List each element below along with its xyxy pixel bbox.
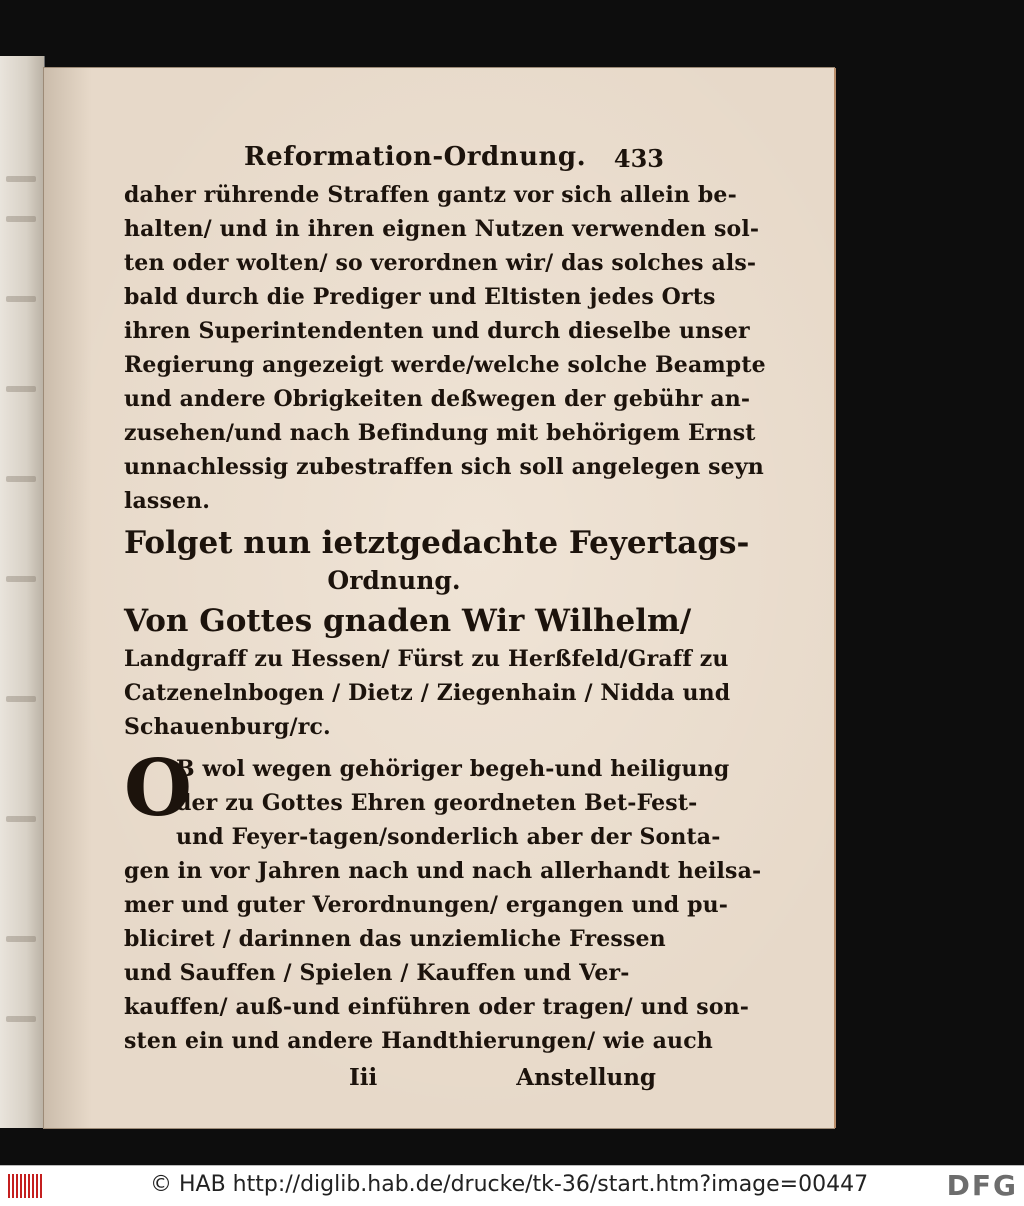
book-page (44, 68, 834, 1128)
ghost-text (6, 216, 36, 222)
running-head: Reformation-Ordnung. (244, 142, 587, 172)
body-line: der zu Gottes Ehren geordneten Bet-Fest- (176, 790, 698, 816)
ghost-text (6, 696, 36, 702)
ghost-text (6, 576, 36, 582)
barcode-icon (8, 1174, 44, 1198)
dfg-logo: DFG (946, 1169, 1018, 1202)
decree-line: Landgraff zu Hessen/ Fürst zu Herßfeld/Graff zu (124, 646, 729, 672)
section-heading-continued: Ordnung. (327, 566, 461, 595)
ghost-text (6, 936, 36, 942)
body-line: B wol wegen gehöriger begeh-und heiligung (176, 756, 730, 782)
text-line: ten oder wolten/ so verordnen wir/ das solches als- (124, 250, 757, 276)
text-line: lassen. (124, 488, 211, 514)
body-line: gen in vor Jahren nach und nach allerhandt heilsa- (124, 858, 762, 884)
text-line: zusehen/und nach Befindung mit behörigem Ernst (124, 420, 756, 446)
body-line: mer und guter Verordnungen/ ergangen und pu- (124, 892, 729, 918)
body-line: und Sauffen / Spielen / Kauffen und Ver- (124, 960, 630, 986)
decree-line: Schauenburg/rc. (124, 714, 331, 740)
page-header (124, 132, 664, 178)
text-line: unnachlessig zubestraffen sich soll angelegen seyn (124, 454, 764, 480)
previous-page-edge (0, 56, 45, 1128)
body-line: sten ein und andere Handthierungen/ wie auch (124, 1028, 713, 1054)
copyright-link[interactable]: © HAB http://diglib.hab.de/drucke/tk-36/start.htm?image=00447 (150, 1172, 869, 1197)
ghost-text (6, 476, 36, 482)
text-line: halten/ und in ihren eignen Nutzen verwenden sol- (124, 216, 760, 242)
text-line: und andere Obrigkeiten deßwegen der gebühr an- (124, 386, 751, 412)
body-line: bliciret / darinnen das unziemliche Fressen (124, 926, 666, 952)
signature-mark: Iii (349, 1064, 378, 1091)
ghost-text (6, 816, 36, 822)
page-number: 433 (613, 144, 664, 173)
ghost-text (6, 296, 36, 302)
decree-line: Catzenelnbogen / Dietz / Ziegenhain / Nidda und (124, 680, 731, 706)
ghost-text (6, 1016, 36, 1022)
text-line: bald durch die Prediger und Eltisten jedes Orts (124, 284, 716, 310)
text-line: daher rührende Straffen gantz vor sich allein be- (124, 182, 737, 208)
text-line: ihren Superintendenten und durch dieselbe unser (124, 318, 750, 344)
page-foot (124, 1060, 664, 1096)
ghost-text (6, 176, 36, 182)
body-line: kauffen/ auß-und einführen oder tragen/ und son- (124, 994, 750, 1020)
ghost-text (6, 386, 36, 392)
text-line: Regierung angezeigt werde/welche solche Beampte (124, 352, 766, 378)
page-text-block (124, 132, 766, 1096)
catchword: Anstellung (516, 1064, 656, 1091)
drop-cap-initial: O (124, 743, 192, 834)
section-heading: Folget nun ietztgedachte Feyertags- (124, 525, 750, 561)
footer-bar (0, 1165, 1024, 1206)
body-paragraph (124, 743, 762, 1058)
decree-opening: Von Gottes gnaden Wir Wilhelm/ (124, 603, 692, 639)
body-line: und Feyer-tagen/sonderlich aber der Sonta- (176, 824, 721, 850)
